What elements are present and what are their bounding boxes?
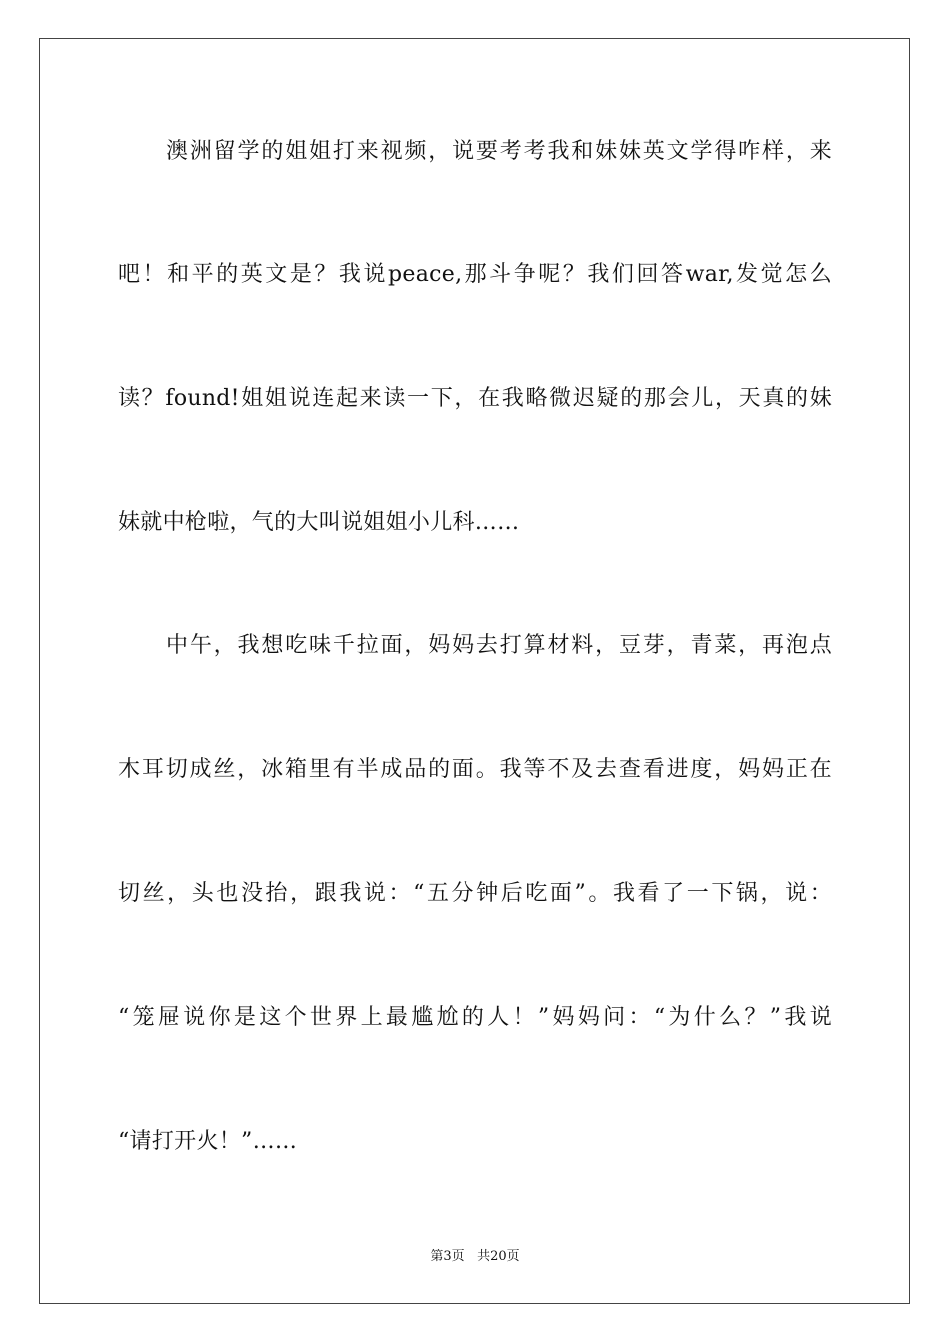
paragraph-1-line-4: 妹就中枪啦，气的大叫说姐姐小儿科…… — [118, 510, 520, 535]
paragraph-2-line-1: 中午，我想吃味千拉面，妈妈去打算材料，豆芽，青菜，再泡点 — [166, 633, 832, 658]
footer-spacer — [465, 1249, 477, 1264]
paragraph-1-line-1: 澳洲留学的姐姐打来视频，说要考考我和妹妹英文学得咋样，来 — [166, 139, 832, 164]
page-border — [39, 38, 910, 1304]
page-footer — [0, 1248, 950, 1266]
paragraph-2-line-5: “请打开火！”…… — [118, 1129, 298, 1154]
paragraph-2-line-4: “笼屉说你是这个世界上最尴尬的人！”妈妈问：“为什么？”我说 — [118, 1005, 832, 1030]
paragraph-1-line-3: 读？found!姐姐说连起来读一下，在我略微迟疑的那会儿，天真的妹 — [118, 386, 832, 411]
paragraph-2-line-2: 木耳切成丝，冰箱里有半成品的面。我等不及去查看进度，妈妈正在 — [118, 757, 832, 782]
total-pages-label: 共20页 — [477, 1249, 520, 1264]
paragraph-2-line-3: 切丝，头也没抬，跟我说：“五分钟后吃面”。我看了一下锅，说： — [118, 881, 832, 906]
page-number-label: 第3页 — [430, 1249, 465, 1264]
paragraph-1-line-2: 吧！和平的英文是？我说peace,那斗争呢？我们回答war,发觉怎么 — [118, 262, 832, 287]
